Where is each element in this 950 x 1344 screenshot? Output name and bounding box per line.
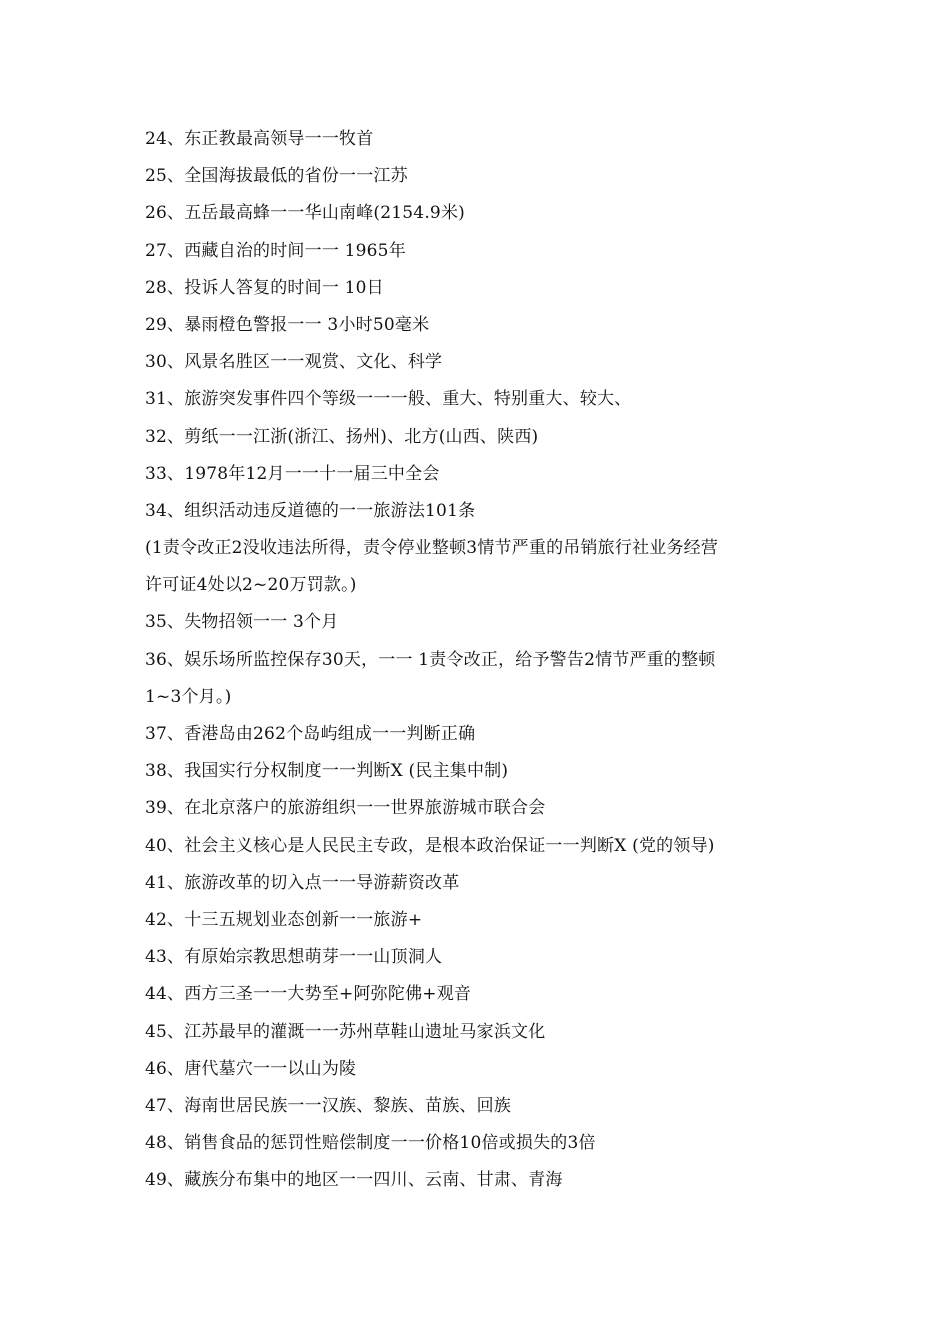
list-item: 28、投诉人答复的时间一 10日: [145, 277, 384, 298]
list-item: 25、全国海拔最低的省份一一江苏: [145, 166, 408, 187]
list-item: 33、1978年12月一一十一届三中全会: [145, 463, 440, 484]
list-item: 43、有原始宗教思想萌芽一一山顶洞人: [145, 947, 443, 968]
list-item: 47、海南世居民族一一汉族、黎族、苗族、回族: [145, 1095, 512, 1116]
list-item: 41、旅游改革的切入点一一导游薪资改革: [145, 872, 460, 893]
list-item: 32、剪纸一一江浙(浙江、扬州)、北方(山西、陕西): [145, 426, 539, 447]
list-item: 37、香港岛由262个岛屿组成一一判断正确: [145, 724, 476, 744]
list-item: 27、西藏自治的时间一一 1965年: [145, 240, 406, 261]
list-item: 36、娱乐场所监控保存30天，一一 1责令改正，给予警告2情节严重的整顿: [145, 649, 716, 670]
list-item: 26、五岳最高蜂一一华山南峰(2154.9米): [145, 203, 465, 224]
list-item: 31、旅游突发事件四个等级一一一般、重大、特别重大、较大、: [145, 389, 632, 410]
list-item-continuation: 许可证4处以2~20万罚款。): [145, 575, 357, 596]
list-item: 40、社会主义核心是人民民主专政，是根本政治保证一一判断X (党的领导): [145, 835, 715, 856]
list-item: 38、我国实行分权制度一一判断X (民主集中制): [145, 761, 509, 782]
list-item: 45、江苏最早的灌溉一一苏州草鞋山遗址马家浜文化: [145, 1021, 546, 1042]
list-item: 49、藏族分布集中的地区一一四川、云南、甘肃、青海: [145, 1170, 563, 1191]
document-body: [145, 121, 845, 1199]
list-item: 44、西方三圣一一大势至+阿弥陀佛+观音: [145, 984, 472, 1005]
list-item: 48、销售食品的惩罚性赔偿制度一一价格10倍或损失的3倍: [145, 1133, 596, 1154]
list-item: 39、在北京落户的旅游组织一一世界旅游城市联合会: [145, 798, 546, 819]
list-item-continuation: 1~3个月。): [145, 686, 232, 707]
list-item: 34、组织活动违反道德的一一旅游法101条: [145, 500, 476, 521]
list-item: 42、十三五规划业态创新一一旅游+: [145, 909, 423, 930]
list-item: 35、失物招领一一 3个月: [145, 612, 339, 633]
list-item: 29、暴雨橙色警报一一 3小时50毫米: [145, 314, 430, 335]
list-item-continuation: (1责令改正2没收违法所得，责令停业整顿3情节严重的吊销旅行社业务经营: [145, 538, 719, 559]
list-item: 46、唐代墓穴一一以山为陵: [145, 1058, 357, 1079]
list-item: 30、风景名胜区一一观赏、文化、科学: [145, 352, 443, 373]
list-item: 24、东正教最高领导一一牧首: [145, 129, 374, 149]
